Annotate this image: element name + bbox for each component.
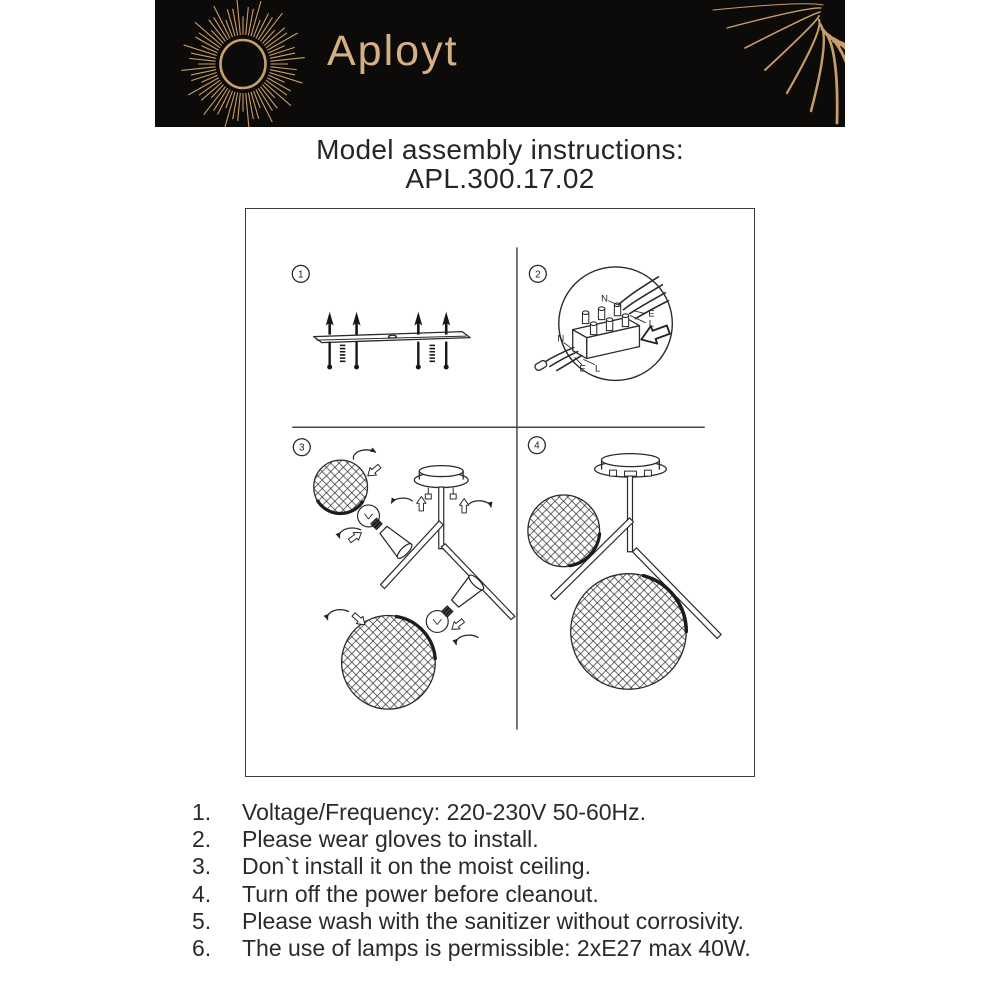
bulb-base <box>370 518 383 531</box>
ray-fan-decoration <box>713 4 845 127</box>
list-item <box>192 935 892 962</box>
socket-cone <box>448 573 485 610</box>
assembly-diagram-box <box>245 208 755 777</box>
wire-label-n-top: N <box>601 293 609 305</box>
item-number: 1. <box>192 799 212 825</box>
item-number: 4. <box>192 880 212 907</box>
list-item <box>192 853 892 880</box>
up-arrow <box>459 499 468 513</box>
wire-label-n-bottom: N <box>557 333 565 345</box>
terminal-block <box>573 303 640 359</box>
bulb <box>426 611 448 633</box>
model-number: APL.300.17.02 <box>405 163 595 194</box>
stem-rod <box>439 487 444 549</box>
wire-label-e-bottom: E <box>579 363 586 375</box>
insert-arrow <box>449 617 466 633</box>
rotate-arrow <box>456 635 478 644</box>
item-number: 3. <box>192 853 212 880</box>
item-text: Please wash with the sanitizer without corrosivity. <box>242 907 744 934</box>
banner-decor <box>155 0 845 127</box>
rotate-arrow <box>469 501 491 507</box>
panel-1-mounting-diagram <box>292 265 470 369</box>
item-text: Voltage/Frequency: 220-230V 50-60Hz. <box>242 799 647 825</box>
panel-4-assembled-view <box>528 437 721 690</box>
insert-arrow <box>347 529 364 545</box>
list-item <box>192 826 892 853</box>
stem-rod <box>627 476 632 552</box>
panel-2-wiring-diagram <box>529 265 672 380</box>
item-text: Turn off the power before cleanout. <box>242 880 599 907</box>
item-text: The use of lamps is permissible: 2xE27 max 40W. <box>242 935 751 962</box>
item-text: Don`t install it on the moist ceiling. <box>242 853 591 880</box>
wire-label-l-bottom: L <box>594 363 601 375</box>
sunburst-ring <box>221 40 266 88</box>
wire-label-e-top: E <box>648 308 655 320</box>
panel-3-exploded-view <box>293 439 515 709</box>
svg-text:2: 2 <box>535 269 541 281</box>
item-number: 5. <box>192 907 212 934</box>
list-item <box>192 881 892 908</box>
item-text: Please wear gloves to install. <box>242 826 539 853</box>
screws <box>330 343 447 365</box>
supply-wires <box>619 277 669 319</box>
instruction-list <box>192 799 892 962</box>
svg-text:1: 1 <box>298 269 304 281</box>
page-title: Model assembly instructions: <box>316 134 684 165</box>
rotate-arrow <box>353 450 375 459</box>
ceiling-canopy <box>595 454 667 477</box>
svg-text:4: 4 <box>534 440 540 452</box>
brand-wordmark: Aployt <box>327 27 459 75</box>
brand-banner <box>155 0 845 127</box>
item-number: 2. <box>192 826 212 853</box>
rotate-arrow <box>391 498 412 503</box>
up-arrow <box>417 497 426 511</box>
item-number: 6. <box>192 935 212 962</box>
wall-anchor-and-screw <box>326 312 451 335</box>
list-item <box>192 799 892 826</box>
svg-text:3: 3 <box>299 442 305 454</box>
wire-label-l-top: L <box>648 318 655 330</box>
assembly-diagram <box>246 209 754 776</box>
insert-arrow <box>365 462 383 479</box>
direction-arrow <box>638 318 671 348</box>
list-item <box>192 908 892 935</box>
rotate-arrow <box>327 610 348 620</box>
